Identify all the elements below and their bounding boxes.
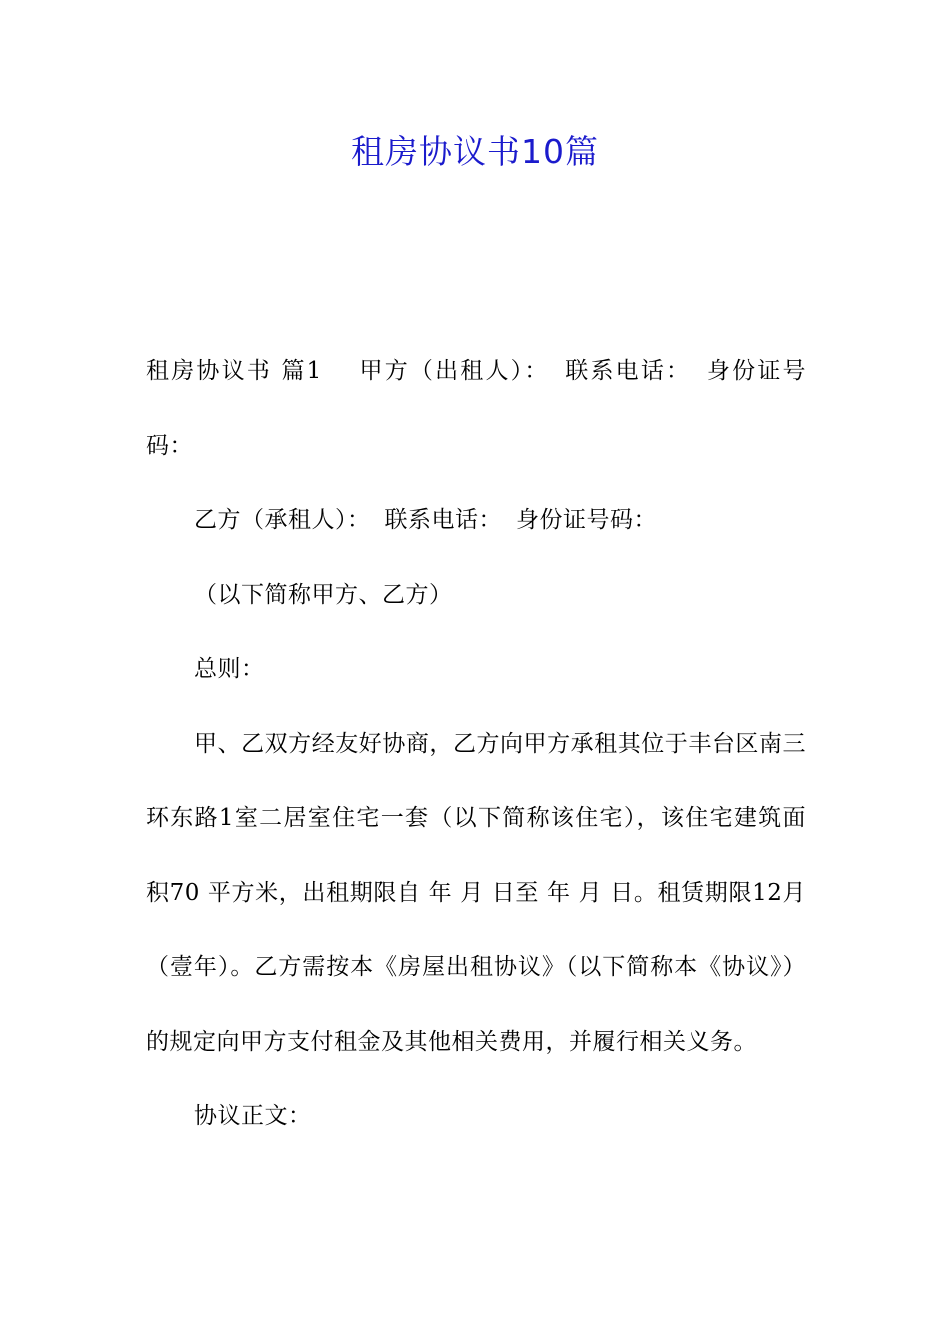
party-a-id-label: 身份证号码：: [146, 358, 807, 459]
general-paragraph: 甲、乙双方经友好协商，乙方向甲方承租其位于丰台区南三环东路1室二居室住宅一套（以下简称该住宅），该住宅建筑面积70 平方米，出租期限自 年 月 日至 年 月 日。租赁期限12月（壹年）。乙方需按本《房屋出租协议》（以下简称本《协议》）的规定向甲方支付租金及其他相关费用，并履行相关义务。: [146, 730, 806, 1055]
section-label: 租房协议书 篇1: [146, 358, 322, 384]
party-b-label: 乙方（承租人）：: [194, 507, 371, 533]
party-b-phone-label: 联系电话：: [384, 507, 502, 533]
body-heading: 协议正文：: [194, 1103, 312, 1129]
abbreviation-paragraph: （以下简称甲方、乙方）: [194, 581, 453, 608]
document-title: 租房协议书10篇: [351, 132, 599, 171]
party-b-paragraph: [146, 483, 806, 558]
party-b-id-label: 身份证号码：: [516, 507, 657, 533]
document-body: [146, 334, 806, 1154]
party-a-label: 甲方（出租人）：: [357, 358, 550, 384]
intro-paragraph: [146, 334, 806, 483]
party-a-phone-label: 联系电话：: [563, 358, 692, 384]
general-heading: 总则：: [194, 656, 265, 682]
